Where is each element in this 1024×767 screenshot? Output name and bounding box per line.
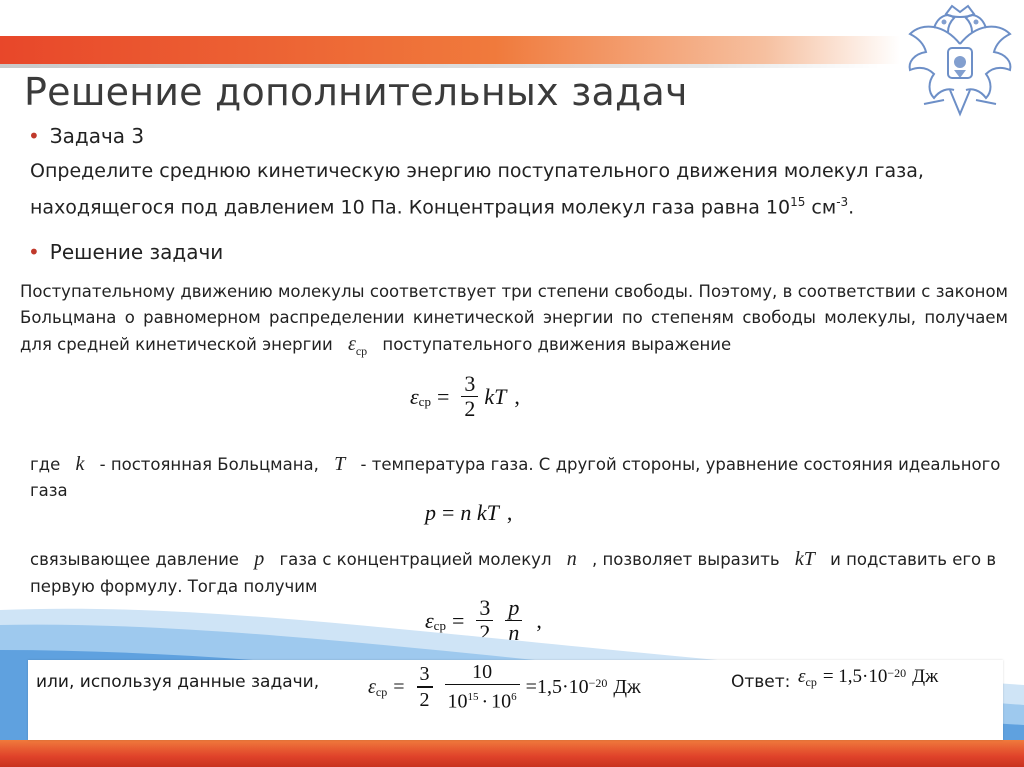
bullet-task-label: Задача 3: [49, 124, 145, 148]
bullet-dot-icon: •: [28, 124, 40, 148]
solution-paragraph-1: [20, 279, 1008, 359]
solution-paragraph-3: связывающее давление p газа с концентрацией молекул n , позволяет выразить kT и подставить его в первую формулу. Тогда получим: [30, 548, 997, 596]
problem-line-2a: находящегося под давлением 10 Па. Концентрация молекул газа равна 10: [30, 196, 791, 219]
inline-kT: kT: [794, 548, 815, 570]
problem-statement: [30, 156, 1002, 223]
bullet-task: [28, 124, 144, 148]
formula-state-equation: p = n kT ,: [425, 500, 513, 525]
problem-line-2c: .: [848, 196, 855, 219]
formula-energy-kT: ε ср = $\frac{3}{2}$ kT ,: [410, 371, 520, 422]
solution-text-b: поступательного движения выражение: [382, 335, 732, 354]
problem-line-1: Определите среднюю кинетическую энергию поступательного движения молекул газа,: [30, 160, 924, 182]
answer-label: Ответ:: [731, 672, 791, 692]
inline-n: n: [566, 548, 577, 570]
answer-formula: ε ср = 1,5·10 $^{-20}$ Дж: [798, 665, 939, 689]
bottom-red-stripe: [0, 740, 1024, 767]
inline-eps-cp: $\varepsilon_{ср}$: [347, 333, 368, 358]
slide-title: Решение дополнительных задач: [24, 70, 688, 114]
solution-paragraph-2: где k - постоянная Больцмана, T - температура газа. С другой стороны, уравнение состояния идеального газа: [30, 453, 1001, 500]
top-decor-line: [0, 64, 880, 68]
use-data-label: или, используя данные задачи,: [36, 672, 320, 692]
inline-p: p: [254, 548, 265, 570]
formula-numeric-result: ε ср = $\frac{3}{2}$ $\frac{10}{10^{15} \cdot 10^6}$ =1,5·10 $^{-20}$ Дж: [368, 661, 641, 714]
formula-energy-pn: ε ср = $\frac{3}{2}$ $\frac{p}{n}$ ,: [425, 595, 542, 646]
top-decor-band: [0, 36, 900, 64]
bullet-solution: [28, 240, 223, 264]
inline-T: T: [334, 453, 346, 475]
inline-k: k: [75, 453, 85, 475]
solution-text-a: Поступательному движению молекулы соответствует три степени свободы. Поэтому, в соответствии с законом Больцмана о равномерном распределении кинетической энергии по степеням свободы молекулы, получаем для средней кинетической энергии: [20, 282, 1008, 354]
problem-exponent-minus3: -3: [836, 195, 849, 209]
double-headed-eagle-emblem-icon: [904, 4, 1016, 122]
problem-line-2b: см: [805, 196, 837, 219]
problem-exponent-15: 15: [790, 195, 806, 209]
bullet-solution-label: Решение задачи: [49, 240, 224, 264]
bullet-dot-icon: •: [28, 240, 40, 264]
